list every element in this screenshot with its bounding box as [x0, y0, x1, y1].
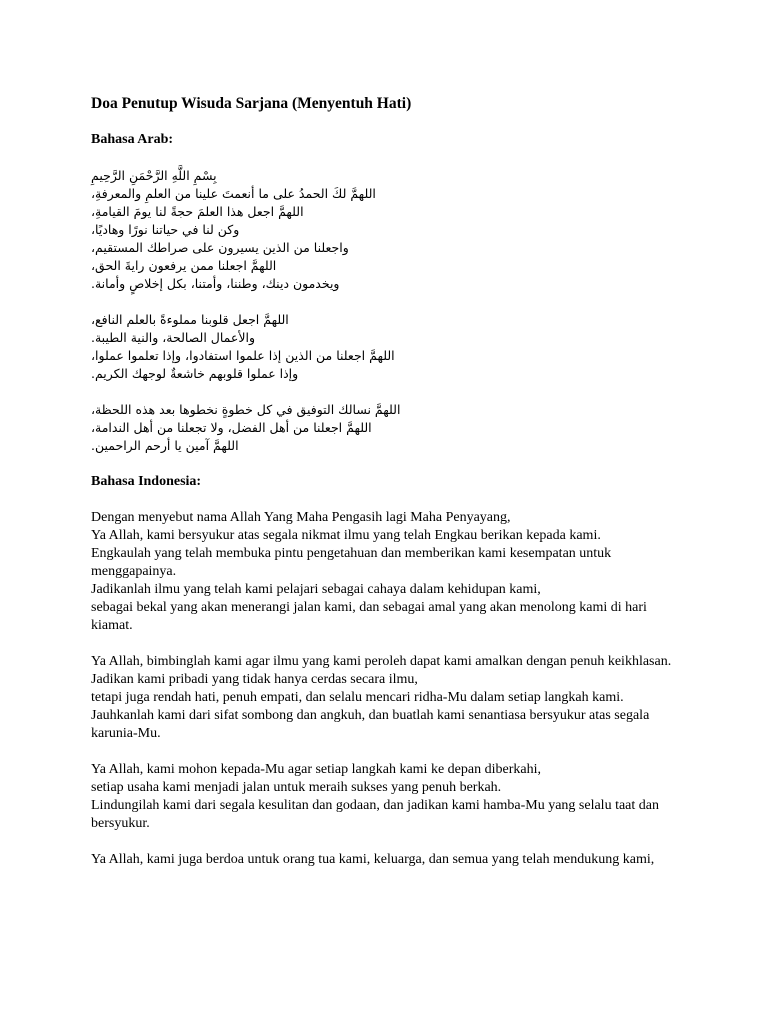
paragraph-line: Dengan menyebut nama Allah Yang Maha Pengasih lagi Maha Penyayang, — [91, 510, 511, 525]
arabic-paragraph — [91, 167, 691, 293]
document-page — [91, 94, 691, 887]
arabic-line: اللهمَّ اجعلنا ممن يرفعون رايةَ الحق، — [91, 258, 277, 273]
paragraph-line: sebagai bekal yang akan menerangi jalan kami, dan sebagai amal yang akan menolong kami di hari kiamat. — [91, 600, 647, 633]
arabic-line: وإذا عملوا قلوبهم خاشعةٌ لوجهك الكريم. — [91, 366, 299, 381]
arabic-paragraph — [91, 401, 691, 455]
paragraph-line: Ya Allah, bimbinglah kami agar ilmu yang kami peroleh dapat kami amalkan dengan penuh keikhlasan. — [91, 654, 672, 669]
arabic-line: اللهمَّ اجعلنا من أهل الفضل، ولا تجعلنا من أهل الندامة، — [91, 420, 372, 435]
arabic-line: بِسْمِ اللَّهِ الرَّحْمَنِ الرَّحِيمِ — [91, 168, 217, 183]
paragraph-line: tetapi juga rendah hati, penuh empati, dan selalu mencari ridha-Mu dalam setiap langkah kami. — [91, 690, 624, 705]
arabic-paragraph — [91, 311, 691, 383]
paragraph-line: Ya Allah, kami bersyukur atas segala nikmat ilmu yang telah Engkau berikan kepada kami. — [91, 528, 601, 543]
indonesian-paragraph — [91, 761, 691, 833]
document-title: Doa Penutup Wisuda Sarjana (Menyentuh Hati) — [91, 95, 412, 112]
indonesian-paragraph — [91, 851, 691, 869]
paragraph-line: Jauhkanlah kami dari sifat sombong dan angkuh, dan buatlah kami senantiasa bersyukur atas segala karunia-Mu. — [91, 708, 650, 741]
indonesian-paragraph — [91, 509, 691, 635]
paragraph-line: Engkaulah yang telah membuka pintu pengetahuan dan memberikan kami kesempatan untuk menggapainya. — [91, 546, 612, 579]
paragraph-line: setiap usaha kami menjadi jalan untuk meraih sukses yang penuh berkah. — [91, 780, 502, 795]
paragraph-line: Lindungilah kami dari segala kesulitan dan godaan, dan jadikan kami hamba-Mu yang selalu taat dan bersyukur. — [91, 798, 659, 831]
arabic-line: اللهمَّ لكَ الحمدُ على ما أنعمتَ علينا من العلمِ والمعرفةِ، — [91, 186, 376, 201]
paragraph-line: Ya Allah, kami juga berdoa untuk orang tua kami, keluarga, dan semua yang telah mendukung kami, — [91, 852, 655, 867]
indonesian-paragraph — [91, 653, 691, 743]
indonesian-section-heading: Bahasa Indonesia: — [91, 474, 202, 489]
arabic-line: اللهمَّ آمين يا أرحم الراحمين. — [91, 438, 239, 453]
arabic-section-heading: Bahasa Arab: — [91, 132, 174, 147]
arabic-line: اللهمَّ نسالك التوفيق في كل خطوةٍ نخطوها بعد هذه اللحظة، — [91, 402, 401, 417]
paragraph-line: Jadikanlah ilmu yang telah kami pelajari sebagai cahaya dalam kehidupan kami, — [91, 582, 541, 597]
arabic-line: ويخدمون دينك، وطننا، وأمتنا، بكل إخلاصٍ وأمانة. — [91, 276, 340, 291]
paragraph-line: Jadikan kami pribadi yang tidak hanya cerdas secara ilmu, — [91, 672, 418, 687]
arabic-line: اللهمَّ اجعل هذا العلمَ حجةً لنا يومَ القيامةِ، — [91, 204, 304, 219]
arabic-line: اللهمَّ اجعل قلوبنا مملوءةً بالعلم النافع، — [91, 312, 289, 327]
arabic-line: واجعلنا من الذين يسيرون على صراطك المستقيم، — [91, 240, 349, 255]
arabic-line: والأعمال الصالحة، والنية الطيبة. — [91, 330, 255, 345]
paragraph-line: Ya Allah, kami mohon kepada-Mu agar setiap langkah kami ke depan diberkahi, — [91, 762, 541, 777]
arabic-line: اللهمَّ اجعلنا من الذين إذا علموا استفادوا، وإذا تعلموا عملوا، — [91, 348, 395, 363]
arabic-line: وكن لنا في حياتنا نورًا وهاديًا، — [91, 222, 240, 237]
